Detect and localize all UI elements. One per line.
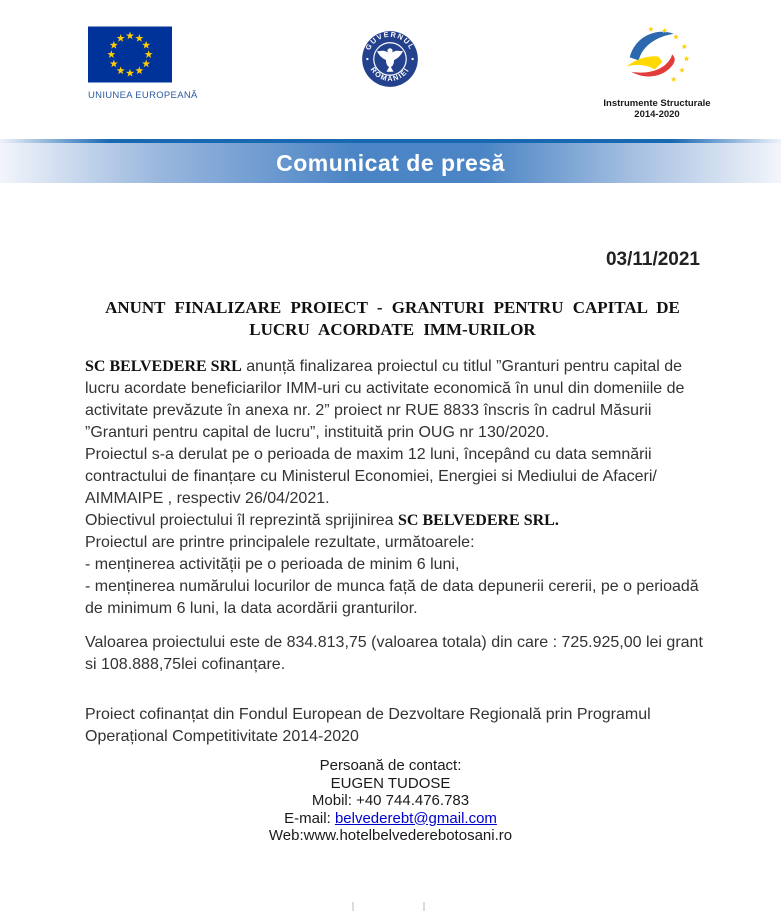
footer-artifact-left <box>352 902 354 911</box>
paragraph-cofinancing: Proiect cofinanțat din Fondul European de Dezvoltare Regională prin Programul Operațional Competitivitate 2014-2020 <box>85 706 651 745</box>
email-link[interactable]: belvederebt@gmail.com <box>334 809 497 827</box>
gov-arc-text-bottom: ROMÂNIEI <box>368 65 412 84</box>
contact-email-line <box>0 810 781 828</box>
eu-flag-caption: UNIUNEA EUROPEANĂ <box>88 90 198 101</box>
contact-name: EUGEN TUDOSE <box>330 774 451 792</box>
gov-arc-text-top: GUVERNUL <box>363 30 417 52</box>
eu-flag-logo <box>88 26 198 101</box>
romanian-government-seal-icon <box>361 30 419 88</box>
result-bullet-1: - menținerea activității pe o perioada de minim 6 luni, <box>85 556 460 573</box>
email-label: E-mail: <box>284 809 335 827</box>
eu-flag-icon <box>88 26 172 83</box>
contact-mobile: Mobil: +40 744.476.783 <box>311 792 470 809</box>
result-bullet-2: - menținerea numărului locurilor de munca față de data depunerii cererii, pe o perioadă de minimum 6 luni, la data acordării granturilor. <box>85 578 699 617</box>
paragraph-value: Valoarea proiectului este de 834.813,75 (valoarea totala) din care : 725.925,00 lei grant si 108.888,75lei cofinanțare. <box>85 634 703 673</box>
document-date: 03/11/2021 <box>605 249 700 270</box>
press-release-banner <box>0 139 781 183</box>
paragraph-announcement <box>85 356 703 444</box>
company-name-bold-2: SC BELVEDERE SRL. <box>398 512 559 529</box>
is-caption-line1: Instrumente Structurale <box>603 98 711 109</box>
swoosh-yellow <box>627 56 663 69</box>
romanian-government-logo <box>361 30 419 88</box>
objective-text: Obiectivul proiectului îl reprezintă sprijinirea <box>85 512 399 529</box>
announcement-text: anunță finalizarea proiectul cu titlul ”Granturi pentru capital de lucru acordate beneficiarilor IMM-uri cu activitate economică în unul din domeniile de activitate prevăzute în anexa nr. 2” proiect nr RUE 8833 înscris în cadrul Măsurii ”Granturi pentru capital de lucru”, instituită prin OUG nr 130/2020. <box>85 358 685 441</box>
paragraph-results-intro: Proiectul are printre principalele rezultate, următoarele: <box>85 534 475 551</box>
contact-web: Web:www.hotelbelvederebotosani.ro <box>268 827 513 844</box>
structural-instruments-logo <box>592 24 722 120</box>
banner-title: Comunicat de presă <box>0 143 781 183</box>
structural-instruments-icon <box>618 24 696 96</box>
footer-artifact-right <box>423 902 425 911</box>
document-body <box>85 356 703 748</box>
paragraph-objective <box>85 510 703 532</box>
contact-block <box>0 757 781 845</box>
contact-label: Persoană de contact: <box>319 757 462 774</box>
company-name-bold: SC BELVEDERE SRL <box>85 358 242 375</box>
paragraph-duration: Proiectul s-a derulat pe o perioada de maxim 12 luni, începând cu data semnării contractului de finanțare cu Ministerul Economiei, Energiei si Mediului de Afaceri/ AIMMAIPE , respectiv 26/04/2021. <box>85 446 657 507</box>
is-caption-line2: 2014-2020 <box>634 109 680 120</box>
swoosh-blue <box>630 32 674 61</box>
document-title: ANUNT FINALIZARE PROIECT - GRANTURI PENTRU CAPITAL DE LUCRU ACORDATE IMM-URILOR <box>105 298 680 339</box>
